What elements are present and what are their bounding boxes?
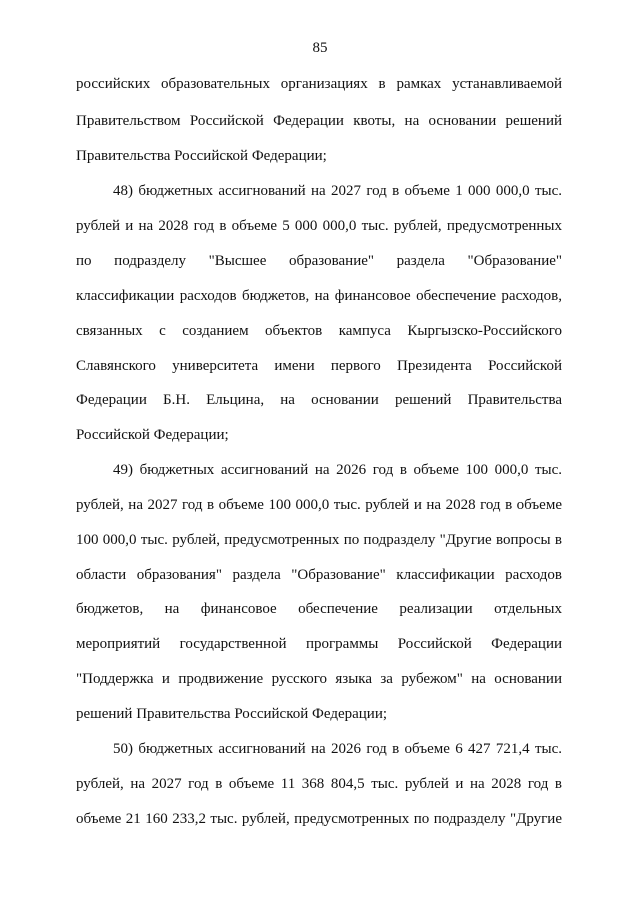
text-line: рублей и на 2028 год в объеме 5 000 000,0 тыс. рублей, предусмотренных bbox=[76, 218, 562, 234]
text-line: мероприятий государственной программы Российской Федерации bbox=[76, 636, 562, 652]
text-line: классификации расходов бюджетов, на финансовое обеспечение расходов, bbox=[76, 288, 562, 304]
text-line: по подразделу "Высшее образование" раздела "Образование" bbox=[76, 253, 562, 269]
text-line: связанных с созданием объектов кампуса Кыргызско-Российского bbox=[76, 323, 562, 339]
text-line: рублей, на 2027 год в объеме 11 368 804,5 тыс. рублей и на 2028 год в bbox=[76, 776, 562, 792]
paragraph-50-first-line: 50) бюджетных ассигнований на 2026 год в объеме 6 427 721,4 тыс. bbox=[113, 741, 562, 757]
text-line: Славянского университета имени первого Президента Российской bbox=[76, 358, 562, 374]
text-line: решений Правительства Российской Федерации; bbox=[76, 706, 388, 722]
text-line: рублей, на 2027 год в объеме 100 000,0 тыс. рублей и на 2028 год в объеме bbox=[76, 497, 562, 513]
text-line: области образования" раздела "Образование" классификации расходов bbox=[76, 567, 562, 583]
text-line: "Поддержка и продвижение русского языка за рубежом" на основании bbox=[76, 671, 562, 687]
text-line: Правительством Российской Федерации квоты, на основании решений bbox=[76, 113, 562, 129]
text-line: Федерации Б.Н. Ельцина, на основании решений Правительства bbox=[76, 392, 562, 408]
paragraph-49-first-line: 49) бюджетных ассигнований на 2026 год в объеме 100 000,0 тыс. bbox=[113, 462, 562, 478]
text-line: Правительства Российской Федерации; bbox=[76, 148, 327, 164]
text-line: Российской Федерации; bbox=[76, 427, 229, 443]
text-line: бюджетов, на финансовое обеспечение реализации отдельных bbox=[76, 601, 562, 617]
paragraph-48-first-line: 48) бюджетных ассигнований на 2027 год в объеме 1 000 000,0 тыс. bbox=[113, 183, 562, 199]
text-line: объеме 21 160 233,2 тыс. рублей, предусмотренных по подразделу "Другие bbox=[76, 811, 562, 827]
text-line: 100 000,0 тыс. рублей, предусмотренных по подразделу "Другие вопросы в bbox=[76, 532, 562, 548]
text-line: российских образовательных организациях в рамках устанавливаемой bbox=[76, 76, 562, 92]
page-number: 85 bbox=[312, 40, 328, 56]
